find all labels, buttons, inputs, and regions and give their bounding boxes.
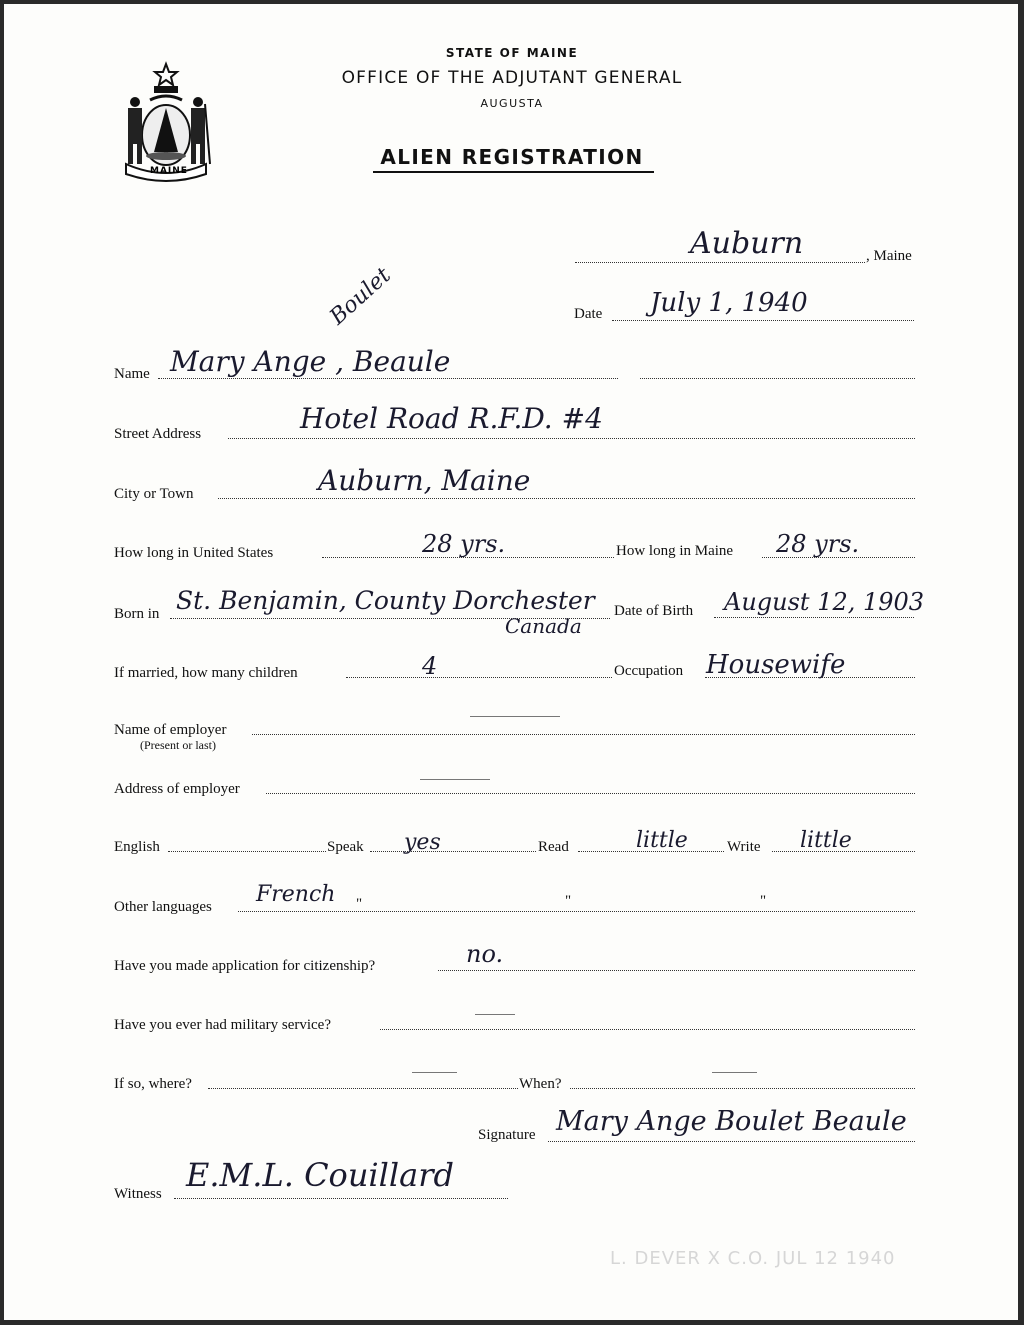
read-value[interactable]: little <box>636 828 688 853</box>
employer-label: Name of employer <box>114 722 227 738</box>
citizenship-value[interactable]: no. <box>466 940 504 968</box>
city-line <box>218 498 915 499</box>
maine-duration-value[interactable]: 28 yrs. <box>776 530 860 558</box>
write-label: Write <box>727 839 761 855</box>
employer-address-label: Address of employer <box>114 781 240 797</box>
name-label: Name <box>114 366 150 382</box>
born-country: Canada <box>505 614 582 638</box>
ditto-3: " <box>760 893 767 909</box>
place-suffix: , Maine <box>866 248 912 264</box>
name-value[interactable]: Mary Ange , Beaule <box>170 345 451 378</box>
name-insert: Boulet <box>325 262 396 330</box>
name-line-2 <box>640 378 915 379</box>
us-duration-label: How long in United States <box>114 545 274 561</box>
ditto-2: " <box>565 893 572 909</box>
street-line <box>228 438 915 439</box>
children-label: If married, how many children <box>114 665 298 681</box>
where-label: If so, where? <box>114 1076 192 1092</box>
signature-value[interactable]: Mary Ange Boulet Beaule <box>556 1106 907 1137</box>
speak-line <box>370 851 536 852</box>
header-office: OFFICE OF THE ADJUTANT GENERAL <box>341 68 683 88</box>
occupation-label: Occupation <box>614 663 684 679</box>
dob-line <box>714 617 914 618</box>
date-label: Date <box>574 306 603 322</box>
employer-sublabel: (Present or last) <box>140 738 216 752</box>
other-languages-label: Other languages <box>114 899 212 915</box>
born-label: Born in <box>114 606 160 622</box>
header-city: AUGUSTA <box>480 97 544 110</box>
read-label: Read <box>538 839 569 855</box>
date-value[interactable]: July 1, 1940 <box>650 288 808 318</box>
dob-value[interactable]: August 12, 1903 <box>724 588 925 616</box>
born-value[interactable]: St. Benjamin, County Dorchester <box>176 586 595 615</box>
when-dash <box>712 1072 757 1073</box>
city-label: City or Town <box>114 486 194 502</box>
speak-value[interactable]: yes <box>404 830 441 855</box>
witness-line <box>174 1198 508 1199</box>
maine-duration-label: How long in Maine <box>616 543 734 559</box>
where-dash <box>412 1072 457 1073</box>
english-label: English <box>114 839 160 855</box>
employer-address-dash <box>420 779 490 780</box>
received-stamp: L. DEVER X C.O. JUL 12 1940 <box>610 1248 896 1269</box>
citizenship-line <box>438 970 915 971</box>
military-dash <box>475 1014 515 1015</box>
place-line <box>575 262 865 263</box>
witness-label: Witness <box>114 1186 162 1202</box>
ditto-1: " <box>356 896 363 912</box>
header-state: STATE OF MAINE <box>445 46 579 60</box>
us-duration-value[interactable]: 28 yrs. <box>422 530 506 558</box>
date-line <box>612 320 914 321</box>
signature-line <box>548 1141 915 1142</box>
military-label: Have you ever had military service? <box>114 1017 331 1033</box>
employer-address-line <box>266 793 915 794</box>
occupation-value[interactable]: Housewife <box>706 650 846 680</box>
children-value[interactable]: 4 <box>422 652 438 680</box>
street-value[interactable]: Hotel Road R.F.D. #4 <box>300 402 603 435</box>
when-label: When? <box>519 1076 562 1092</box>
witness-value[interactable]: E.M.L. Couillard <box>186 1156 454 1194</box>
city-value[interactable]: Auburn, Maine <box>318 464 531 497</box>
signature-label: Signature <box>478 1127 536 1143</box>
military-line <box>380 1029 915 1030</box>
other-languages-line <box>238 911 915 912</box>
citizenship-label: Have you made application for citizenship? <box>114 958 376 974</box>
title-underline <box>373 171 654 173</box>
speak-label: Speak <box>327 839 364 855</box>
seal-banner-text: MAINE <box>150 166 188 176</box>
where-line <box>208 1088 518 1089</box>
employer-dash <box>470 716 560 717</box>
write-value[interactable]: little <box>800 828 852 853</box>
name-line <box>158 378 618 379</box>
when-line <box>570 1088 915 1089</box>
english-line <box>168 851 326 852</box>
form-title: ALIEN REGISTRATION <box>380 145 644 169</box>
dob-label: Date of Birth <box>614 603 694 619</box>
employer-line <box>252 734 915 735</box>
street-label: Street Address <box>114 426 202 442</box>
children-line <box>346 677 612 678</box>
place-value[interactable]: Auburn <box>690 226 804 261</box>
other-languages-value[interactable]: French <box>256 882 336 907</box>
